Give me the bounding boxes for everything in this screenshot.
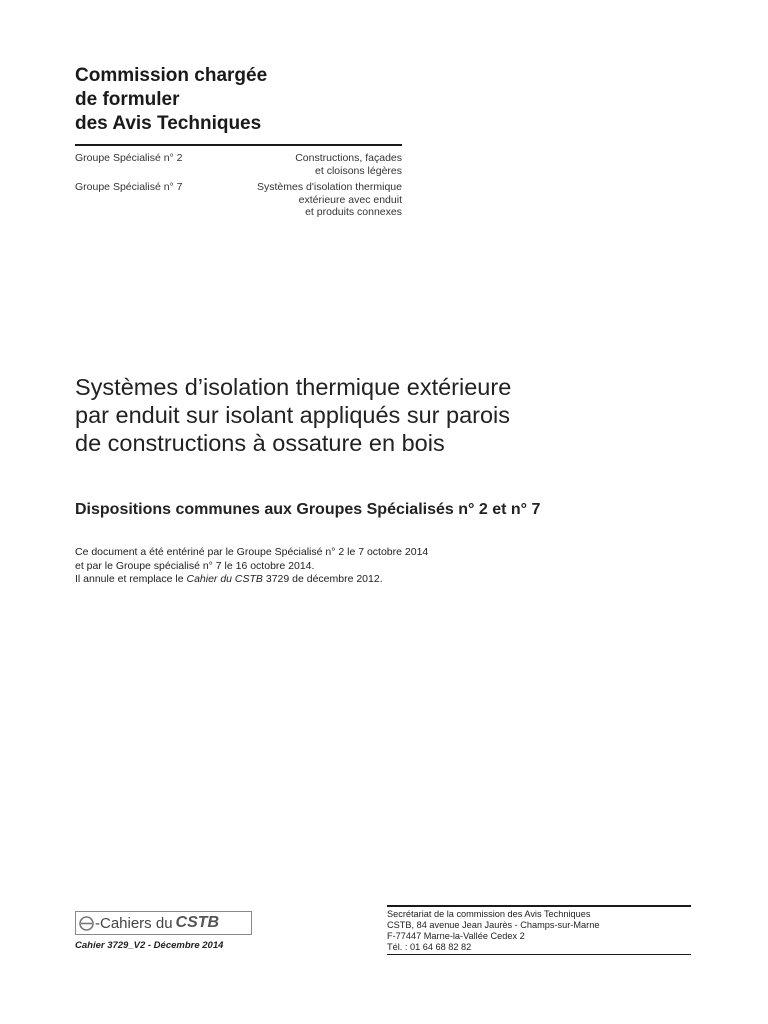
note-text: Il annule et remplace le [75, 573, 187, 585]
header-divider [75, 144, 402, 146]
group-description-line: Systèmes d'isolation thermique [257, 181, 402, 193]
logo-text: -Cahiers du [95, 914, 173, 932]
secretariat-line: Secrétariat de la commission des Avis Techniques [387, 909, 591, 919]
group-description-line: Constructions, façades [295, 152, 402, 164]
e-letter-icon [79, 916, 94, 931]
group-description-line: extérieure avec enduit [298, 193, 402, 206]
commission-line: Commission chargée [75, 65, 268, 86]
group-label: Groupe Spécialisé n° 7 [75, 181, 183, 193]
group-description [295, 152, 402, 177]
group-description-line: et produits connexes [305, 206, 402, 218]
title-line: Systèmes d’isolation thermique extérieure [75, 374, 512, 400]
group-row [75, 181, 402, 219]
e-cahiers-cstb-logo [75, 911, 252, 935]
secretariat-line: Tél. : 01 64 68 82 82 [387, 942, 472, 952]
footer-divider-bottom [387, 954, 691, 955]
commission-line: de formuler [75, 89, 180, 110]
title-line: par enduit sur isolant appliqués sur parois [75, 402, 511, 428]
note-line: Ce document a été entériné par le Groupe Spécialisé n° 2 le 7 octobre 2014 [75, 546, 429, 558]
footer-divider [387, 905, 691, 907]
secretariat-line: F-77447 Marne-la-Vallée Cedex 2 [387, 931, 525, 941]
group-label: Groupe Spécialisé n° 2 [75, 152, 183, 164]
note-line: et par le Groupe spécialisé n° 7 le 16 octobre 2014. [75, 559, 315, 572]
group-row [75, 152, 402, 177]
cahier-reference: Cahier 3729_V2 - Décembre 2014 [75, 940, 224, 951]
commission-heading [75, 64, 435, 136]
commission-line: des Avis Techniques [75, 113, 262, 134]
endorsement-note [75, 546, 635, 587]
cahier-title-italic: Cahier du CSTB [186, 573, 263, 585]
groups-list [75, 152, 402, 223]
group-description-line: et cloisons légères [315, 164, 402, 177]
group-description [257, 181, 402, 219]
note-line [75, 573, 635, 587]
secretariat-address [387, 909, 691, 953]
secretariat-line: CSTB, 84 avenue Jean Jaurès - Champs-sur-Marne [387, 920, 600, 930]
logo-brand: CSTB [175, 914, 220, 931]
document-subtitle: Dispositions communes aux Groupes Spécialisés n° 2 et n° 7 [75, 501, 541, 518]
document-title [75, 373, 695, 457]
note-text: 3729 de décembre 2012. [262, 573, 383, 585]
title-line: de constructions à ossature en bois [75, 430, 445, 456]
